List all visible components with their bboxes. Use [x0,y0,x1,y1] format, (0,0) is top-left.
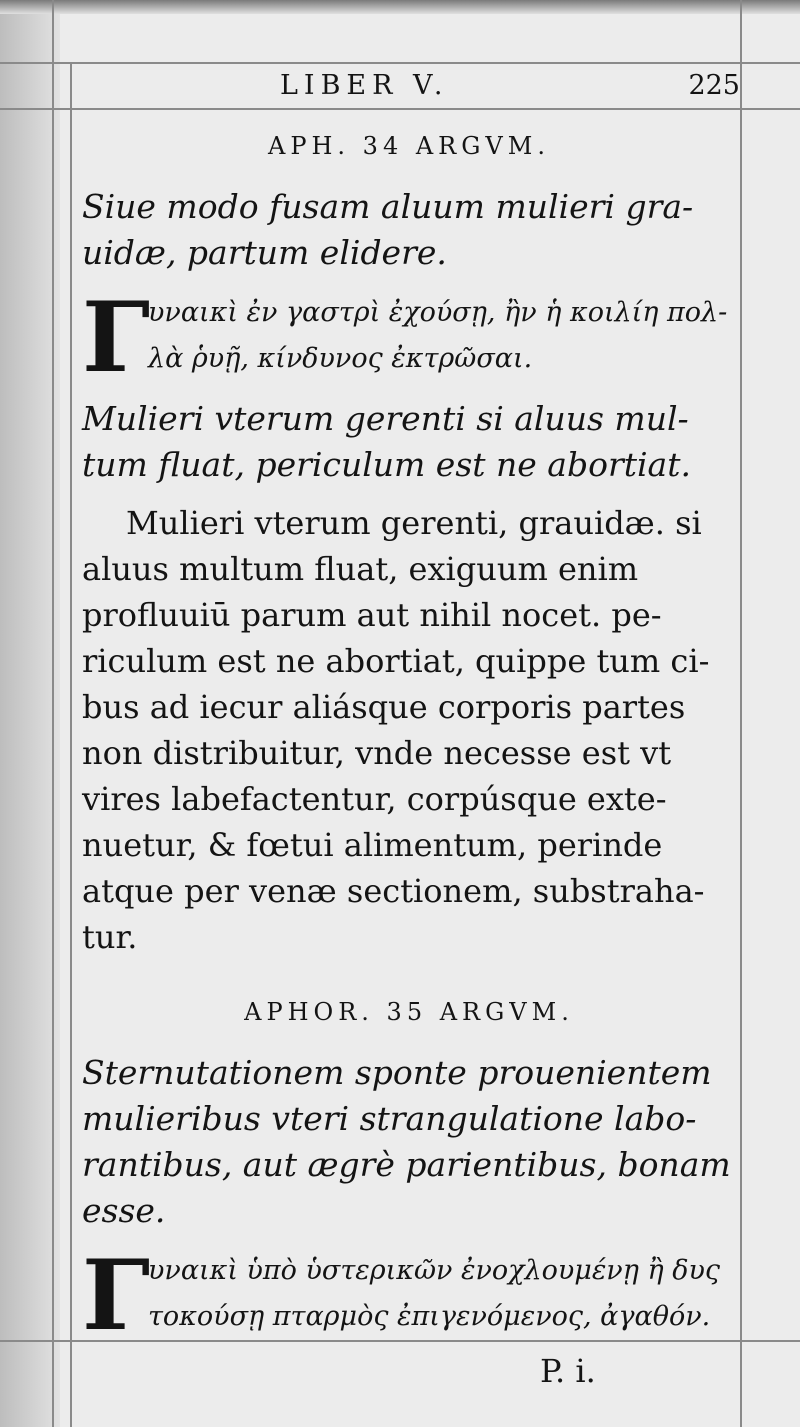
commentary-line: profluuiū parum aut nihil nocet. pe- [82,596,662,634]
greek-line: λὰ ῥυῇ, κίνδυνος ἐκτρῶσαι. [148,343,533,374]
frame-rule-left [52,0,54,1427]
commentary-line: non distribuitur, vnde necesse est vt [82,734,672,772]
aphorism-34-heading: APH. 34 ARGVM. [268,132,550,160]
argument-line: esse. [82,1191,166,1230]
commentary-line: riculum est ne abortiat, quippe tum ci- [82,642,710,680]
argument-line: rantibus, aut ægrè parientibus, bonam [82,1145,731,1184]
page-number: 225 [688,70,740,101]
argument-line: uidæ, partum elidere. [82,233,447,272]
argument-line: mulieribus vteri strangulatione labo- [82,1099,697,1138]
running-title: LIBER V. [280,70,449,101]
commentary-line: vires labefactentur, corpúsque exte- [82,780,667,818]
aphorism-35-greek [82,1239,736,1352]
aphorism-34-argument [82,184,736,276]
commentary-line: tur. [82,918,138,956]
greek-line: υναικὶ ἐν γαστρὶ ἐχούσῃ, ἢν ἡ κοιλίη πολ- [148,297,728,328]
commentary-line: aluus multum fluat, exiguum enim [82,550,639,588]
aphorism-34-greek [82,281,736,394]
aphorism-34-commentary [82,500,736,960]
page-top-shadow [0,0,800,14]
page-gutter-shadow [0,0,60,1427]
greek-line: υναικὶ ὑπὸ ὑστερικῶν ἐνοχλουμένῃ ἢ δυς [148,1255,721,1286]
signature-mark: P. i. [540,1352,596,1390]
commentary-line: bus ad iecur aliásque corporis partes [82,688,686,726]
aphorism-34-latin-translation [82,396,736,488]
greek-line: τοκούσῃ πταρμὸς ἐπιγενόμενος, ἀγαθόν. [148,1301,711,1332]
commentary-line: nuetur, & fœtui alimentum, perinde [82,826,663,864]
commentary-line: atque per venæ sectionem, substraha- [82,872,705,910]
argument-line: Sternutationem sponte prouenientem [82,1053,712,1092]
frame-rule-right [740,0,742,1427]
translation-line: tum fluat, periculum est ne abortiat. [82,445,691,484]
argument-line: Siue modo fusam aluum mulieri gra- [82,187,694,226]
greek-drop-initial: Γ [82,1239,151,1352]
running-head [80,70,740,110]
greek-drop-initial: Γ [82,281,151,394]
commentary-line: Mulieri vterum gerenti, grauidæ. si [126,504,702,542]
frame-rule-top [0,62,800,64]
translation-line: Mulieri vterum gerenti si aluus mul- [82,399,689,438]
aphorism-35-heading: APHOR. 35 ARGVM. [244,998,574,1026]
frame-rule-left-inner [70,62,72,1427]
aphorism-35-argument [82,1050,736,1234]
